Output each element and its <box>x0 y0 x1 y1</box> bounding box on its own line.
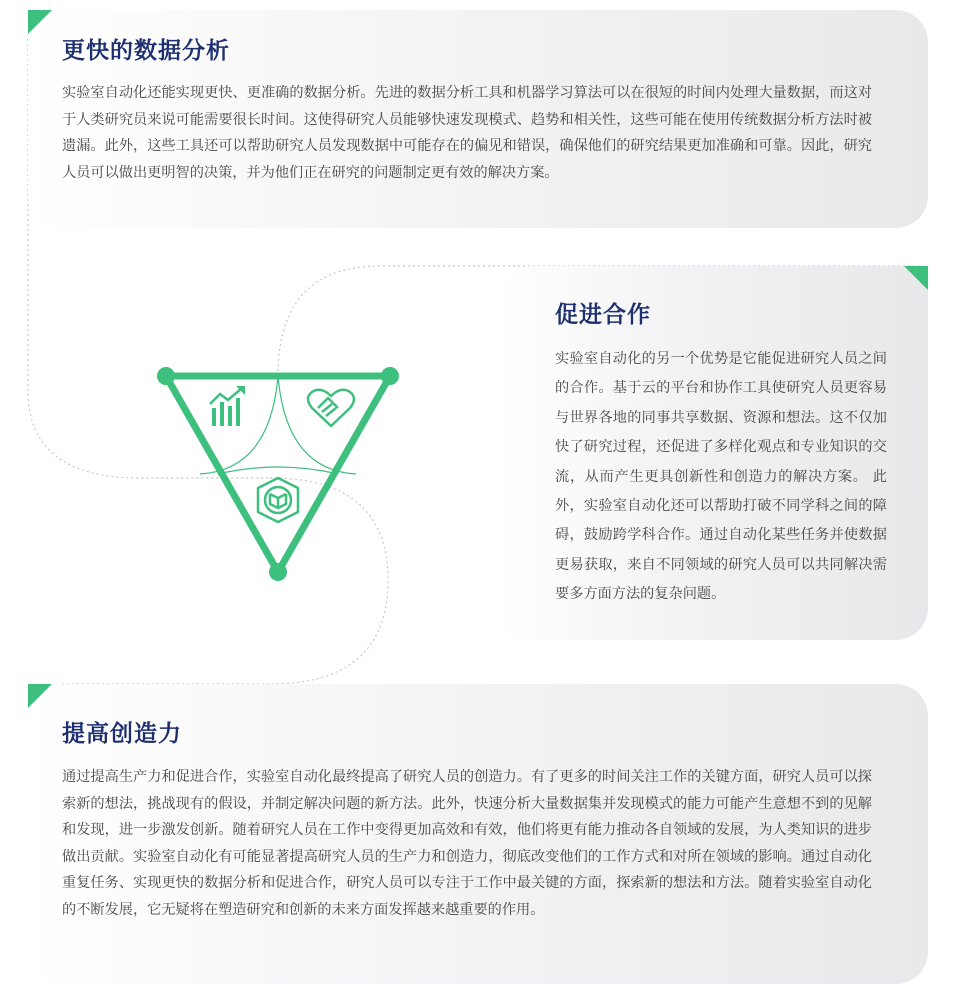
section-body: 实验室自动化的另一个优势是它能促进研究人员之间的合作。基于云的平台和协作工具使研究人员更容易与世界各地的同事共享数据、资源和想法。这不仅加快了研究过程，还促进了多样化观点和专业知识的交流，从而产生更具创新性和创造力的解决方案。 此外，实验室自动化还可以帮助打破不同学科之间的障碍，鼓励跨学科合作。通过自动化某些任务并使数据更易获取，来自不同领域的研究人员可以共同解决需要多方面方法的复杂问题。 <box>555 351 887 603</box>
corner-triangle-marker <box>28 10 52 34</box>
section-title: 提高创造力 <box>62 721 182 747</box>
triangle-icon-graphic <box>150 360 410 590</box>
section-title: 促进合作 <box>555 302 651 328</box>
chart-growth-icon <box>210 386 245 426</box>
handshake-heart-icon <box>308 390 354 426</box>
corner-triangle-marker <box>28 684 52 708</box>
corner-triangle-marker <box>904 266 928 290</box>
cube-box-icon <box>258 478 298 522</box>
section-body: 实验室自动化还能实现更快、更准确的数据分析。先进的数据分析工具和机器学习算法可以在很短的时间内处理大量数据，而这对于人类研究员来说可能需要很长时间。这使得研究人员能够快速发现模式、趋势和相关性，这些可能在使用传统数据分析方法时被遗漏。此外，这些工具还可以帮助研究人员发现数据中可能存在的偏见和错误，确保他们的研究结果更加准确和可靠。因此，研究人员可以做出更明智的决策，并为他们正在研究的问题制定更有效的解决方案。 <box>62 85 872 181</box>
section-title: 更快的数据分析 <box>62 38 230 64</box>
section-body: 通过提高生产力和促进合作，实验室自动化最终提高了研究人员的创造力。有了更多的时间关注工作的关键方面，研究人员可以探索新的想法，挑战现有的假设，并制定解决问题的新方法。此外，快速分析大量数据集并发现模式的能力可能产生意想不到的见解和发现，进一步激发创新。随着研究人员在工作中变得更加高效和有效，他们将更有能力推动各自领域的发展，为人类知识的进步做出贡献。实验室自动化有可能显著提高研究人员的生产力和创造力，彻底改变他们的工作方式和对所在领域的影响。通过自动化重复任务、实现更快的数据分析和促进合作，研究人员可以专注于工作中最关键的方面，探索新的想法和方法。随着实验室自动化的不断发展，它无疑将在塑造研究和创新的未来方面发挥越来越重要的作用。 <box>62 769 872 918</box>
